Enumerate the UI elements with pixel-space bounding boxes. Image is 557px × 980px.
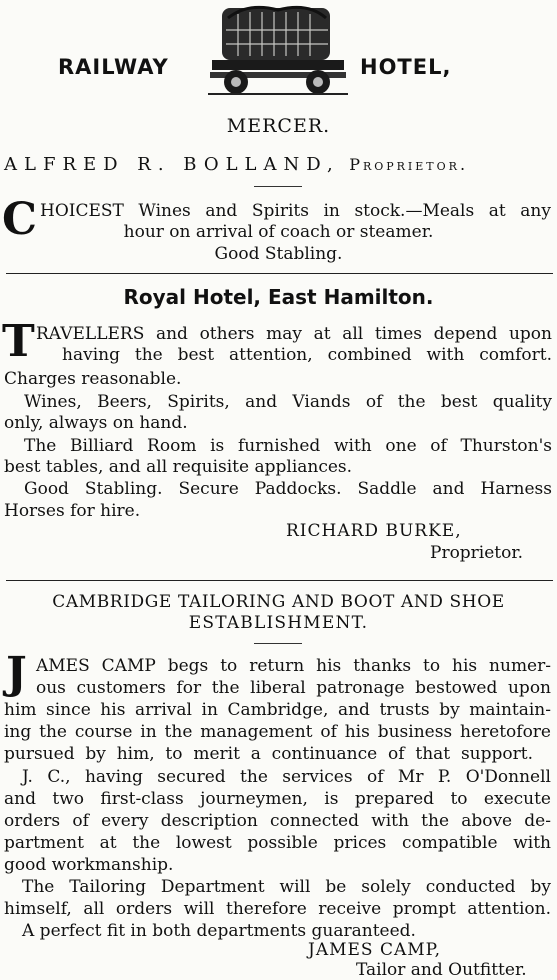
cambridge-title-line-1: CAMBRIDGE TAILORING AND BOOT AND SHOE: [52, 592, 505, 612]
railway-hotel-title-right: HOTEL,: [360, 55, 452, 79]
railway-hotel-location: MERCER.: [226, 115, 331, 137]
royal-text-line-7: best tables, and all requisite appliances.: [4, 457, 353, 477]
railway-text-line-2: hour on arrival of coach or steamer.: [123, 222, 434, 242]
cambridge-text-line-7: and two first-class journeymen, is prepared to execute: [4, 789, 551, 809]
cambridge-text-line-12: himself, all orders will therefore receive prompt attention.: [4, 899, 551, 919]
railway-hotel-ad: [0, 0, 557, 270]
cambridge-text-line-8: orders of every description connected with the above de-: [4, 811, 551, 831]
cambridge-text-line-4: ing the course in the management of his business heretofore: [4, 722, 551, 742]
royal-text-line-2: having the best attention, combined with comfort.: [62, 345, 552, 365]
royal-text-line-5: only, always on hand.: [4, 413, 188, 433]
cambridge-text-line-1: AMES CAMP begs to return his thanks to his numer-: [36, 656, 551, 676]
railway-text-line-3: Good Stabling.: [214, 244, 343, 264]
cambridge-text-line-10: good workmanship.: [4, 855, 174, 875]
royal-hotel-ad: [0, 276, 557, 580]
royal-signature-title: Proprietor.: [430, 543, 524, 563]
cambridge-text-line-2: ous customers for the liberal patronage bestowed upon: [36, 678, 551, 698]
royal-dropcap: T: [2, 316, 35, 367]
royal-text-line-9: Horses for hire.: [4, 501, 141, 521]
cambridge-text-line-13: A perfect fit in both departments guaranteed.: [22, 921, 416, 941]
royal-hotel-title: Royal Hotel, East Hamilton.: [123, 285, 434, 309]
royal-text-line-8: Good Stabling. Secure Paddocks. Saddle and Harness: [24, 479, 552, 499]
railway-text-line-1: HOICEST Wines and Spirits in stock.—Meals at any: [40, 201, 551, 221]
cambridge-text-line-5: pursued by him, to merit a continuance of that support.: [4, 744, 533, 764]
railway-dropcap: C: [2, 194, 38, 245]
royal-text-line-1: RAVELLERS and others may at all times depend upon: [36, 324, 552, 344]
cambridge-title-line-2: ESTABLISHMENT.: [188, 613, 369, 633]
railway-hotel-proprietor-line: [4, 155, 553, 175]
section-divider: [6, 273, 553, 274]
cambridge-tailoring-ad: [0, 584, 557, 980]
section-divider: [6, 580, 553, 581]
cambridge-text-line-3: him since his arrival in Cambridge, and trusts by maintain-: [4, 700, 551, 720]
cambridge-text-line-9: partment at the lowest possible prices compatible with: [4, 833, 551, 853]
cambridge-text-line-11: The Tailoring Department will be solely conducted by: [22, 877, 551, 897]
proprietor-name: ALFRED R. BOLLAND,: [4, 154, 340, 175]
royal-signature: RICHARD BURKE,: [286, 521, 462, 541]
short-divider: [254, 643, 302, 644]
royal-text-line-6: The Billiard Room is furnished with one of Thurston's: [24, 436, 552, 456]
royal-text-line-3: Charges reasonable.: [4, 369, 182, 389]
cambridge-signature-title: Tailor and Outfitter.: [356, 960, 527, 980]
proprietor-title: Proprietor.: [349, 155, 469, 174]
cambridge-text-line-6: J. C., having secured the services of Mr P. O'Donnell: [22, 767, 551, 787]
royal-text-line-4: Wines, Beers, Spirits, and Viands of the best quality: [24, 392, 552, 412]
short-divider: [254, 186, 302, 187]
locomotive-engraving-icon: [208, 0, 348, 100]
cambridge-dropcap: J: [6, 648, 27, 699]
cambridge-signature: JAMES CAMP,: [308, 940, 442, 960]
railway-hotel-title-left: RAILWAY: [58, 55, 169, 79]
